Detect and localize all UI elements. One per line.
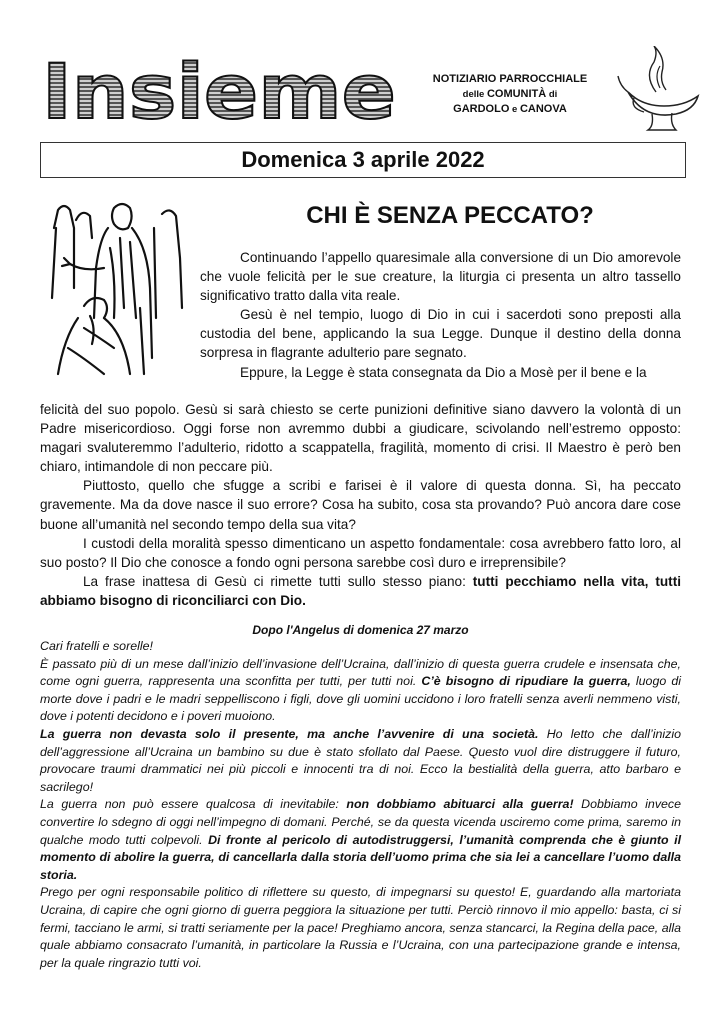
article-paragraph-6: La frase inattesa di Gesù ci rimette tutti sullo stesso piano: tutti pecchiamo nella vita, tutti abbiamo bisogno di riconciliarci con Dio. xyxy=(40,573,682,608)
pub-line-3: GARDOLO e CANOVA xyxy=(453,103,567,115)
angelus-text xyxy=(40,638,681,972)
article-paragraph-3-end: felicità del suo popolo. Gesù si sarà chiesto se certe punizioni definitive siano davvero la volontà di un Padre misericordioso. Oggi forse non avremmo dubbi a giudicare, scivolando nell’estremo opposto: magari svaluteremmo l’adulterio, ridotto a scappatella, fragilità, momento di crisi. Il Maestro è però ben chiaro, intimandole di non peccare più. xyxy=(40,402,681,475)
article-paragraph-1: Continuando l’appello quaresimale alla conversione di un Dio amorevole che vuole felicità per le sue creature, la liturgia ci presenta un altro tassello significativo tratto dalla vita reale. xyxy=(200,250,681,304)
gospel-scene-illustration xyxy=(44,198,194,376)
angelus-paragraph-4: Prego per ogni responsabile politico di riflettere su questo, di impegnarsi su questo! E, guardando alla martoriata Ucraina, di capire che ogni giorno di guerra peggiora la situazione per tutti. Perciò rinnovo il mio appello: basta, ci si fermi, tacciano le armi, si tratti seriamente per la pace! Preghiamo ancora, senza stancarci, la Regina della pace, alla quale abbiamo consacrato l’umanità, in particolare la Russia e l’Ucraina, con una partecipazione grande e intensa, per la quale ringrazio tutti voi. xyxy=(40,885,681,970)
article-paragraph-3-start: Eppure, la Legge è stata consegnata da Dio a Mosè per il bene e la xyxy=(240,364,647,380)
angelus-paragraph-2: La guerra non devasta solo il presente, ma anche l’avvenire di una società. Ho letto che dall’inizio dell’aggressione all’Ucraina un bambino su due è stato sfollato dal Paese. Questo vuol dire distruggere il futuro, provocare traumi drammatici nei più piccoli e innocenti tra di noi. Ecco la bestialità della guerra, atto barbaro e sacrilego! xyxy=(40,726,681,794)
masthead xyxy=(40,46,700,130)
article-paragraph-2: Gesù è nel tempio, luogo di Dio in cui i sacerdoti sono preposti alla custodia del bene, applicando la sua Legge. Dunque il destino della donna sorpresa in flagrante adulterio pare segnato. xyxy=(200,307,681,361)
pub-line-1: NOTIZIARIO PARROCCHIALE xyxy=(432,73,588,85)
publication-info xyxy=(410,72,610,117)
article-body xyxy=(40,400,681,610)
logo-text: Insieme xyxy=(42,50,396,126)
date-banner: Domenica 3 aprile 2022 xyxy=(40,142,686,178)
oil-lamp-icon xyxy=(614,46,702,132)
angelus-title: Dopo l'Angelus di domenica 27 marzo xyxy=(252,623,469,637)
insieme-logo xyxy=(40,50,400,126)
article-intro xyxy=(200,248,681,382)
angelus-greeting: Cari fratelli e sorelle! xyxy=(40,639,153,653)
pub-line-2: delle COMUNITÀ di xyxy=(462,88,558,100)
article-paragraph-5: I custodi della moralità spesso dimenticano un aspetto fondamentale: cosa avrebbero fatto loro, al suo posto? Il Dio che conosce a fondo ogni persona sarebbe così duro e irreprensibile? xyxy=(40,535,681,570)
article-paragraph-4: Piuttosto, quello che sfugge a scribi e farisei è il valore di questa donna. Sì, ha peccato gravemente. Ma da dove nasce il suo errore? Cosa ha subito, cosa sta provando? Può ancora dare cose buone all’umanità nel secondo tempo della sua vita? xyxy=(40,478,681,532)
article-title: CHI È SENZA PECCATO? xyxy=(306,202,594,229)
angelus-paragraph-3: La guerra non può essere qualcosa di inevitabile: non dobbiamo abituarci alla guerra! Dobbiamo invece convertire lo sdegno di oggi nell’impegno di domani. Perché, se da questa vicenda usciremo come prima, saremo in qualche modo tutti colpevoli. Di fronte al pericolo di autodistruggersi, l’umanità comprenda che è giunto il momento di abolire la guerra, di cancellarla dalla storia dell’uomo prima che sia lei a cancellare l’uomo dalla storia. xyxy=(40,797,682,882)
angelus-paragraph-1: È passato più di un mese dall’inizio dell’invasione dell’Ucraina, dall’inizio di questa guerra crudele e insensata che, come ogni guerra, rappresenta una sconfitta per tutti, per tutti noi. C’è bisogno di ripudiare la guerra, luogo di morte dove i padri e le madri seppelliscono i figli, dove gli uomini uccidono i loro fratelli senza averli nemmeno visti, dove i potenti decidono e i poveri muoiono. xyxy=(40,656,681,724)
